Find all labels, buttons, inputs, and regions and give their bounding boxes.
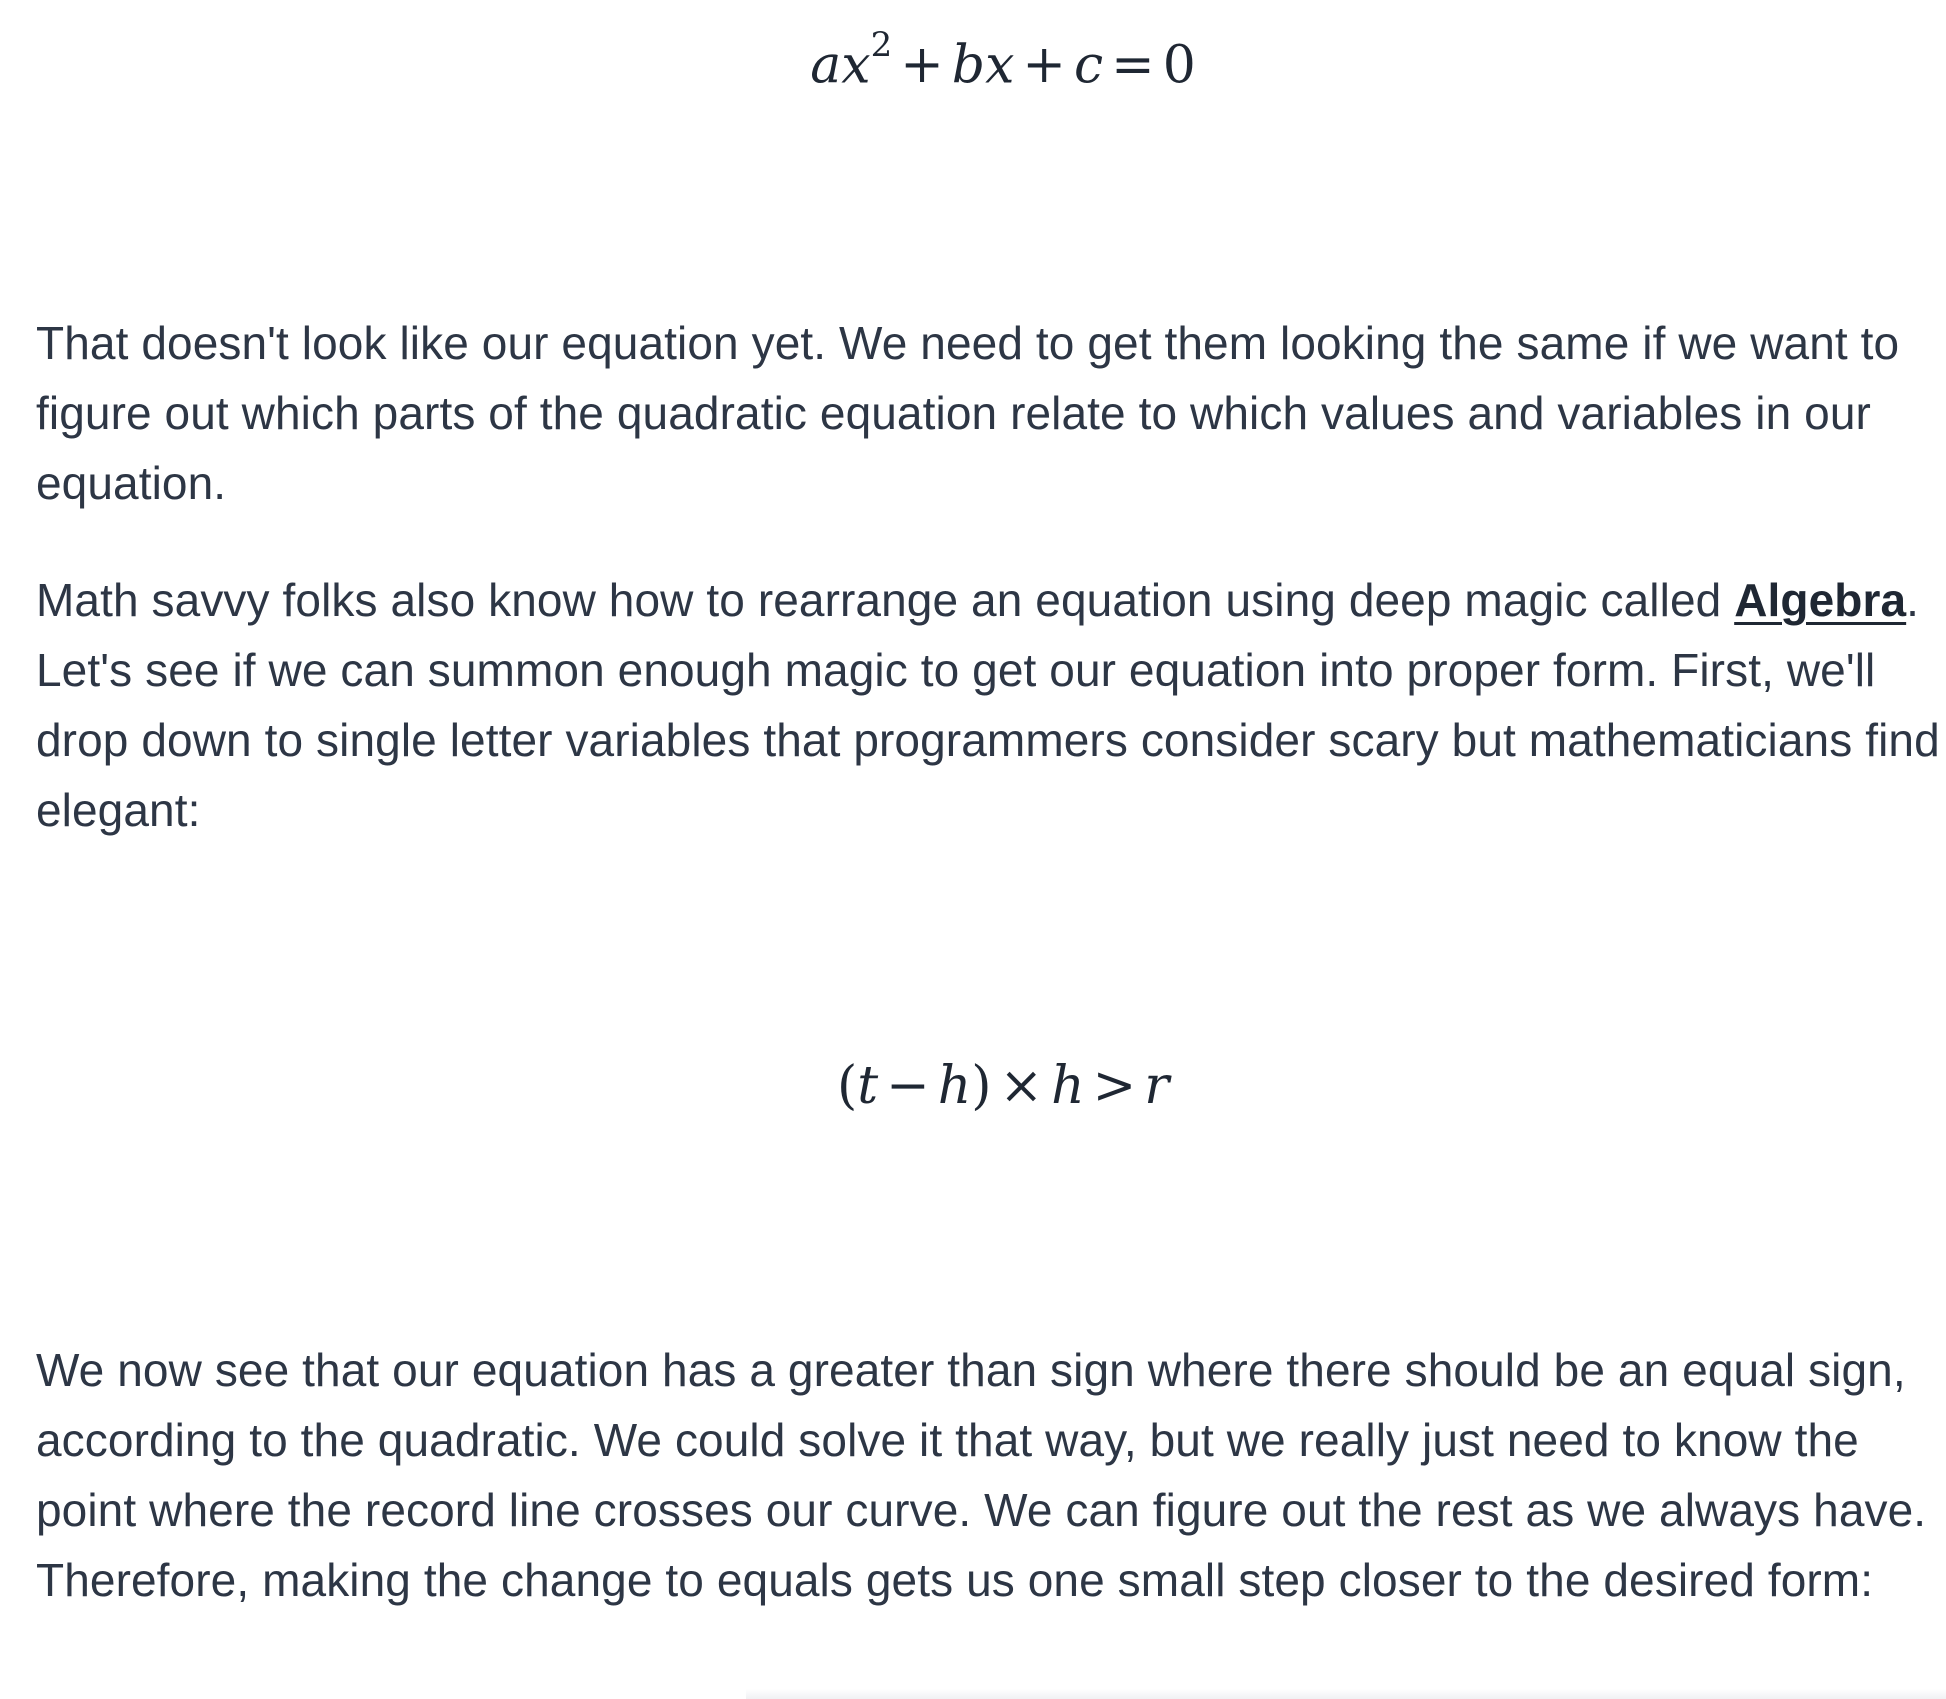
inequality-equation <box>53 1056 1946 1116</box>
paragraph-2 <box>36 565 1946 845</box>
eq2-h-2: h <box>1051 1056 1085 1116</box>
eq2-close-paren: ) <box>971 1056 992 1116</box>
eq1-b: b <box>951 35 986 96</box>
eq2-open-paren: ( <box>836 1056 858 1116</box>
eq1-a: a <box>810 35 842 96</box>
eq1-x: x <box>841 35 871 96</box>
eq2-greater-than: > <box>1092 1056 1137 1116</box>
paragraph-2-text-before: Math savvy folks also know how to rearrange an equation using deep magic called <box>36 574 1735 626</box>
eq2-h: h <box>937 1056 972 1116</box>
eq1-exponent: 2 <box>870 25 893 65</box>
eq1-zero: 0 <box>1162 35 1196 96</box>
eq2-r: r <box>1144 1056 1170 1116</box>
eq2-t: t <box>857 1056 879 1116</box>
quadratic-formula-equation <box>53 25 1946 96</box>
eq1-x2: x <box>985 35 1015 96</box>
paragraph-2-text-after: . Let's see if we can summon enough magic to get our equation into proper form. First, we'll drop down to single letter variables that programmers consider scary but mathematicians find elegant: <box>36 574 1940 836</box>
eq1-c: c <box>1073 35 1104 96</box>
eq2-times: × <box>999 1056 1044 1116</box>
algebra-link[interactable]: Algebra <box>1734 574 1907 626</box>
bottom-edge-shadow <box>746 1689 1946 1699</box>
paragraph-1: That doesn't look like our equation yet. We need to get them looking the same if we want to figure out which parts of the quadratic equation relate to which values and variables in our equation. <box>36 317 1900 509</box>
eq1-plus-2: + <box>1022 35 1066 96</box>
eq1-plus: + <box>900 35 944 96</box>
eq1-equals: = <box>1111 35 1155 96</box>
eq2-minus: − <box>886 1056 930 1116</box>
paragraph-3: We now see that our equation has a greater than sign where there should be an equal sign, according to the quadratic. We could solve it that way, but we really just need to know the point where the record line crosses our curve. We can figure out the rest as we always have. Therefore, making the change to equals gets us one small step closer to the desired form: <box>36 1344 1927 1606</box>
